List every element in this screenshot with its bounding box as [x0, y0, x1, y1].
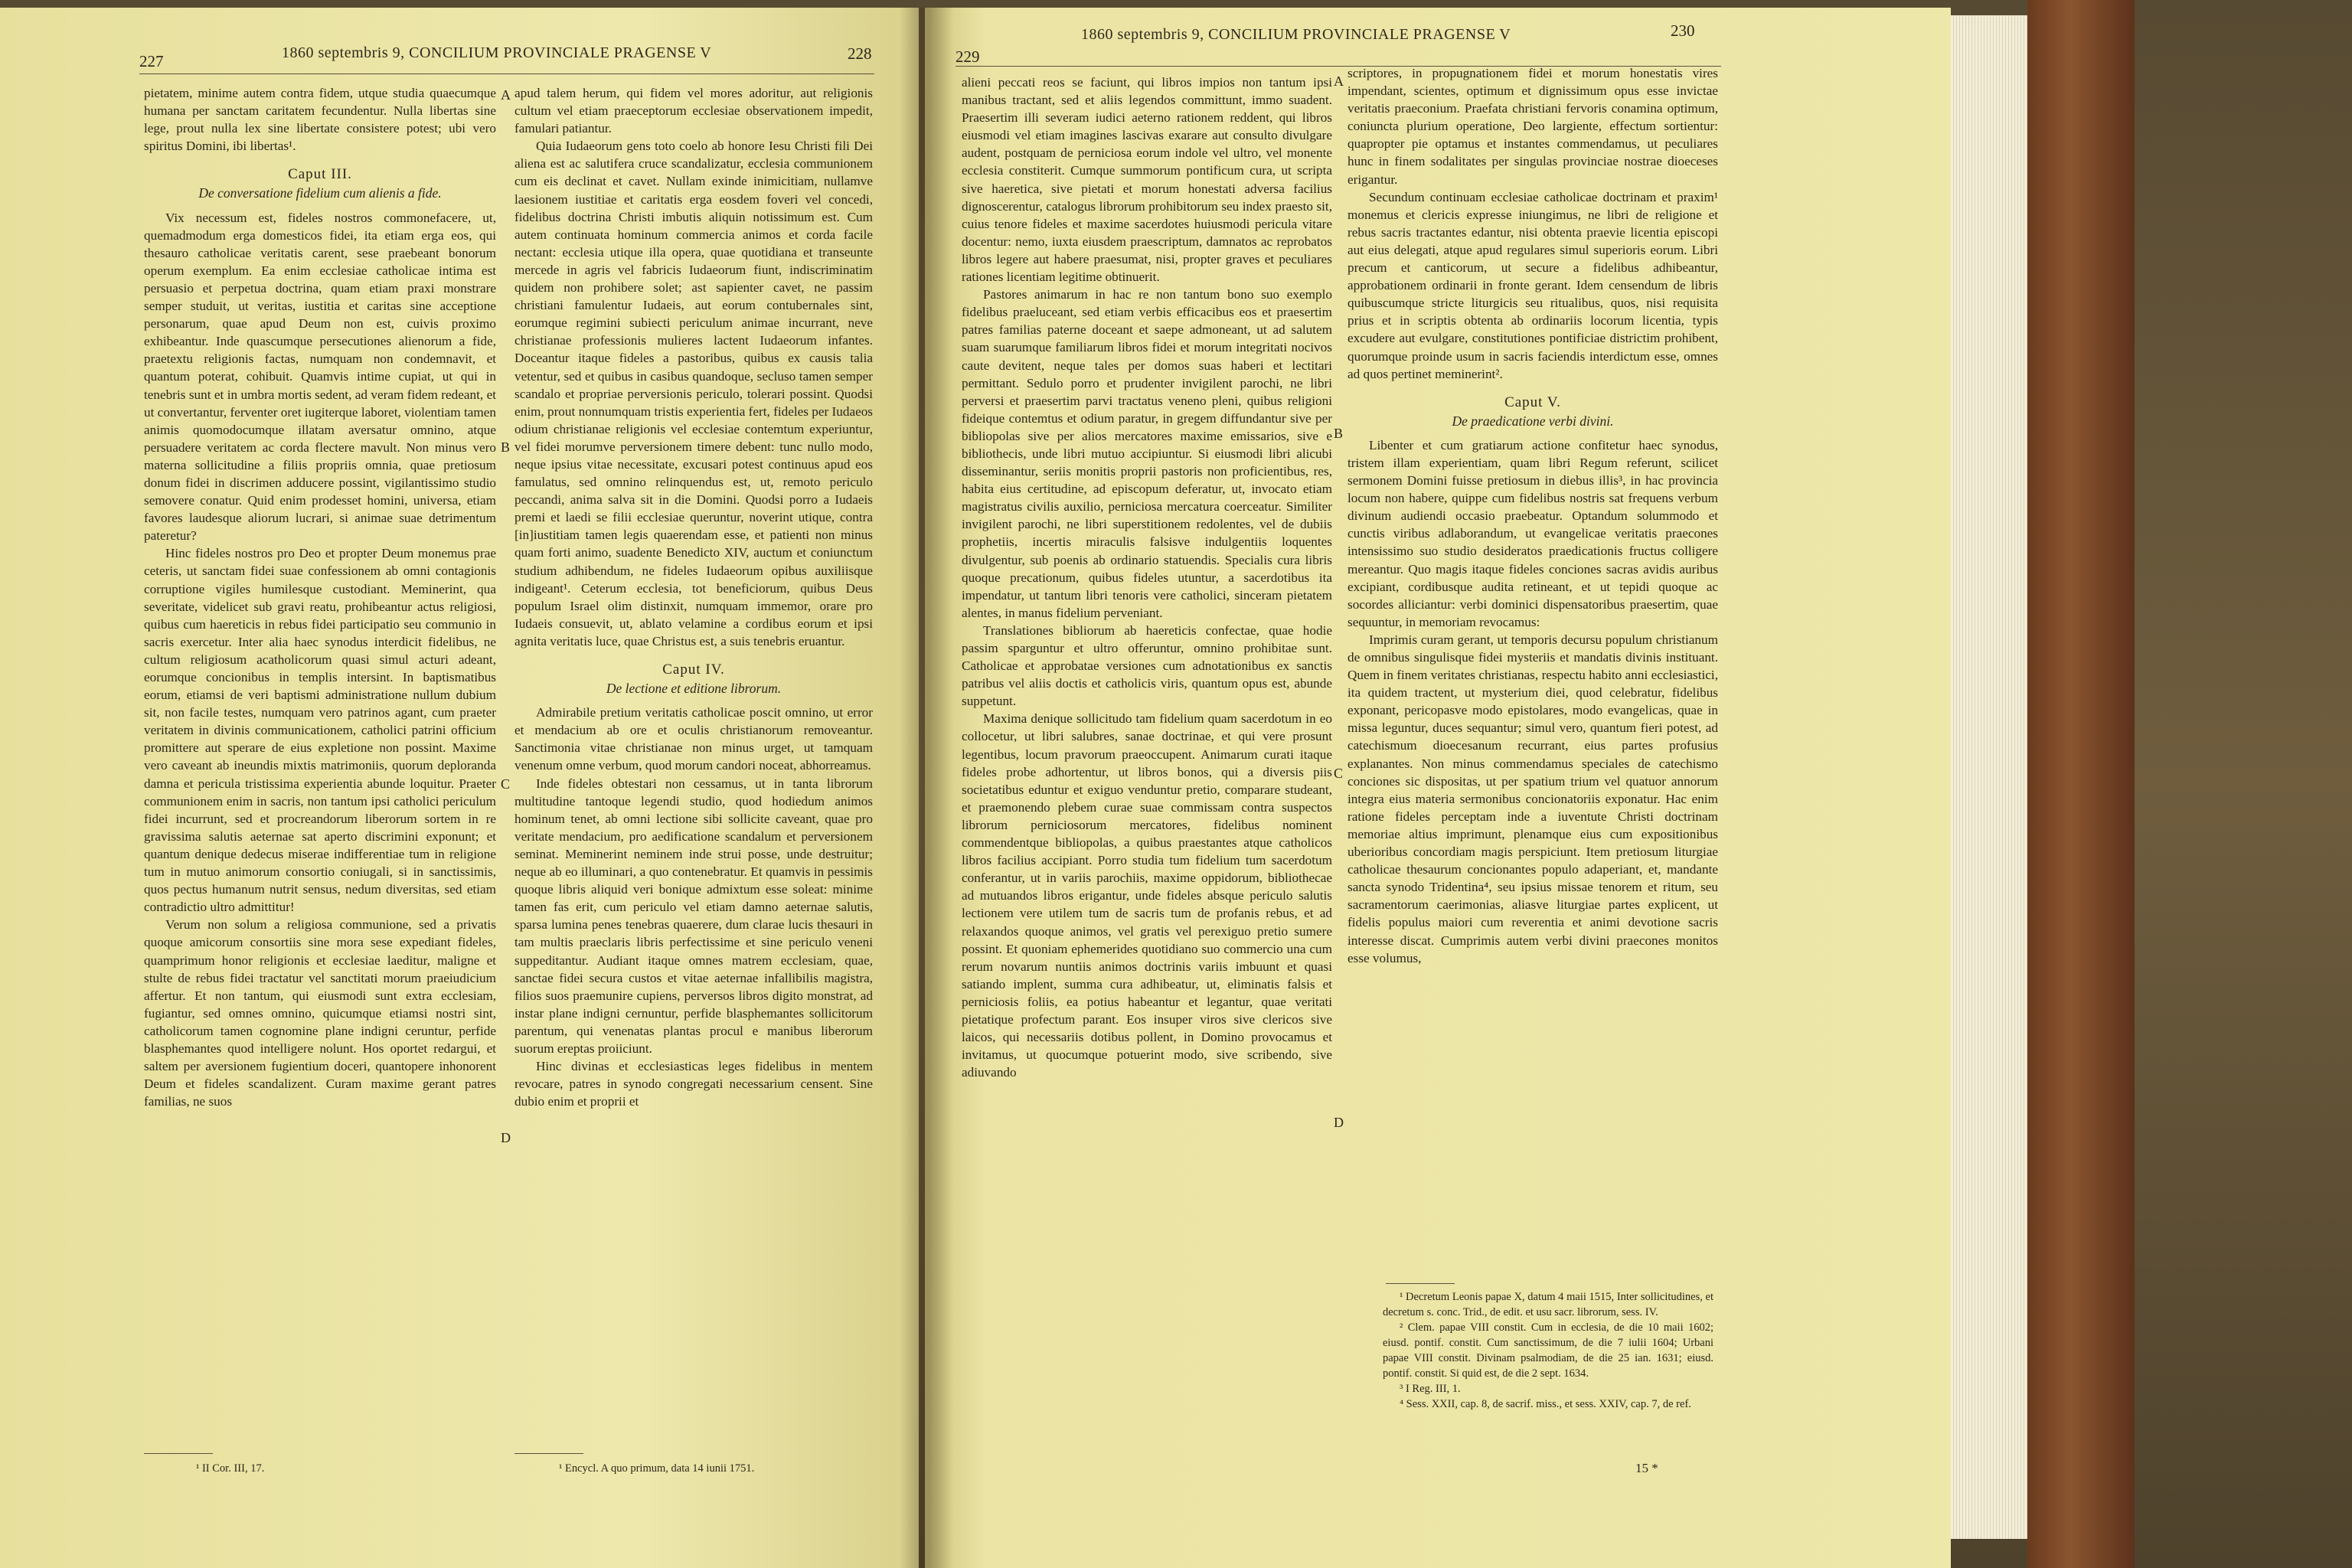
page-number-230: 230	[1671, 21, 1695, 40]
chapter-subheading: De conversatione fidelium cum alienis a fide.	[198, 185, 442, 201]
book-gutter	[900, 8, 953, 1568]
footnote: ² Clem. papae VIII constit. Cum in ecclesia, de die 10 maii 1602; eiusd. pontif. constit. Cum sanctissimum, de die 7 iulii 1604; Urbani papae VIII constit. Divinam psalmodiam, de die 25 ian. 1631; eiusd. pontif. constit. Si quid est, de die 2 sept. 1634.	[1383, 1321, 1713, 1380]
page-number-227: 227	[139, 52, 164, 70]
paragraph: Imprimis curam gerant, ut temporis decursu populum christianum de omnibus singulisque fidei mysteriis et mandatis divinis instituant. Quem in finem veritates christianas, respectu habito anni ecclesiastici, ita quidem tractent, ut mysterium diei, quod celebratur, fidelibus exponant, pericopasve modo epistolares, modo evangelicas, quae in missa leguntur, duces sequantur; simul vero, quantum fieri potest, ad catechismum dioecesanum recurrant, eius partes profusius explanantes. Non minus commendamus speciales de catechismo conciones sic dispositas, ut per spatium trium vel quatuor annorum integra eius materia sermonibus concionatoriis exponatur. Hac enim ratione fideles perceptam inde a iuventute Christi doctrinam memoriae altius imprimunt, plenamque eius cum expositionibus uberioribus concordiam magis perspiciunt. Item pretiosum liturgiae catholicae thesaurum concionantes populo adaperiant, et, mandante sancta synodo Tridentina⁴, seu ipsius missae tenorem et ritum, seu sacramentorum caerimonias, aliasve liturgiae partes explicent, ut fidelis populus maiori cum reverentia et animi devotione sacris interesse discat. Cumprimis autem verbi divini praecones monitos esse volumus,	[1348, 632, 1718, 965]
running-head-left: 1860 septembris 9, CONCILIUM PROVINCIALE PRAGENSE V	[282, 44, 712, 61]
column-4	[1348, 64, 1718, 967]
section-letter: B	[1334, 426, 1344, 441]
paragraph: alieni peccati reos se faciunt, qui libros impios non tantum ipsi manibus tractant, sed et aliis legendos committunt, immo suadent. Praesertim illi severam iudici aeterno rationem reddent, qui libros eiusmodi vel etiam imagines lascivas exarare aut consulto divulgare audent, postquam de perniciosa eorum indole vel ultro, vel monente ecclesia constiterit. Cumque summorum pontificum cura, ut scripta sive haeretica, sive pietati et morum honestati adversa facilius dignoscerentur, catalogus librorum prohibitorum seu index praesto sit, cuius tenore fideles et maxime sacerdotes huiusmodi pericula vitare docentur: nemo, iuxta eiusdem praescriptum, damnatos ac reprobatos libros legere aut habere praesumat, nisi, propter graves et peculiares rationes licentiam legitime obtinuerit.	[962, 75, 1332, 285]
column-3	[962, 74, 1332, 1081]
footnote: ⁴ Sess. XXII, cap. 8, de sacrif. miss., et sess. XXIV, cap. 7, de ref.	[1400, 1398, 1691, 1410]
column-1	[144, 84, 496, 1110]
footnote: ¹ Encycl. A quo primum, data 14 iunii 1751.	[559, 1462, 755, 1475]
chapter-heading: Caput IV.	[662, 662, 725, 678]
column-2	[514, 84, 873, 1110]
paragraph: Inde fideles obtestari non cessamus, ut in tanta librorum multitudine tantoque legendi studio, quod hodiedum animos hominum tenet, ab omni lectione sibi sollicite caveant, quae pro veritate mendacium, pro aedificatione scandalum et perversionem seminat. Meminerint neminem inde strui posse, unde destruitur; neque ab eo illuminari, a quo contenebratur. Et quamvis in pessimis quoque libris aliquid veri bonique admixtum esse soleat: minime tamen fas erit, cum periculo vel etiam damno aeternae salutis, sparsa lumina penes tenebras quaerere, dum clarae lucis thesauri in tam multis praeclaris libris perfectissime et sine periculo veneni suppeditantur. Audiant itaque omnes matrem ecclesiam, quae, sanctae fidei secura custos et vitae aeternae infallibilis magistra, filios suos praemunire cupiens, perversos libros digito monstrat, ad instar plane indigni cernuntur, perfide blasphemantes sollicitorum parentum, qui venenatas plantas procul e manibus liberorum suorum ereptas proiiciunt.	[514, 776, 873, 1056]
footnotes	[1383, 1289, 1713, 1412]
signature-mark: 15 *	[1635, 1461, 1658, 1475]
paragraph: Translationes bibliorum ab haereticis confectae, quae hodie passim sparguntur et ultro offeruntur, omnino prohibitae sunt. Catholicae et approbatae versiones cum adnotationibus ex sanctis patribus vel aliis doctis et catholicis viris, quantum opus est, abunde suppetunt.	[962, 622, 1332, 709]
paragraph: Libenter et cum gratiarum actione confitetur haec synodus, tristem illam experientiam, quam libri Regum referunt, scilicet sermonem Domini fuisse pretiosum in diebus illis³, in hac provincia locum non habere, quippe cum fidelibus nostris sat frequens verbum divinum audiendi occasio praebeatur. Optandum solummodo et cunctis viribus adlaborandum, ut evangelicae veritatis praecones intensissimo suo studio desideratos praedicationis fructus colligere mereantur. Quo magis itaque fideles conciones sacras avidis auribus excipiant, cordibusque audita retineant, et ut tepidi quoque ac socordes alliciantur: verbi dominici dispensatoribus praesertim, quae sequuntur, in memoriam revocamus:	[1348, 437, 1718, 629]
paragraph: apud talem herum, qui fidem vel mores adoritur, aut religionis cultum vel etiam praeceptorum ecclesiae observationem impedit, famulari patiantur.	[514, 86, 873, 136]
section-letter: B	[501, 439, 511, 455]
section-letter: D	[501, 1130, 511, 1145]
paragraph: pietatem, minime autem contra fidem, utque studia quaecumque humana per sanctam caritatem fecundentur. Nulla libertas sine lege, prout nulla lex sine libertate consistere potest; ubi vero spiritus Domini, ibi libertas¹.	[144, 86, 496, 154]
page-number-228: 228	[848, 44, 872, 63]
footnote: ¹ Decretum Leonis papae X, datum 4 maii 1515, Inter sollicitudines, et decretum s. conc. Trid., de edit. et usu sacr. librorum, sess. IV.	[1383, 1291, 1713, 1318]
chapter-subheading: De praedicatione verbi divini.	[1452, 413, 1614, 429]
paragraph: Hinc divinas et ecclesiasticas leges fidelibus in mentem revocare, patres in synodo congregati necessarium censent. Sine dubio enim et proprii et	[514, 1059, 873, 1109]
footnote-rule	[514, 1453, 583, 1454]
section-letter: C	[1334, 766, 1344, 781]
section-letter: C	[501, 776, 511, 792]
footnote: ³ I Reg. III, 1.	[1400, 1383, 1461, 1395]
paragraph: Verum non solum a religiosa communione, sed a privatis quoque amicorum consortiis sine mora sese expediant fideles, quamprimum honor religionis et ecclesiae laeditur, maligne et stulte de rebus fidei tractatur vel sanctitati morum praeiudicium affertur. Et non tantum, qui eiusmodi sunt extra ecclesiam, fugiantur, sed omnes omnino, quicumque etiamsi nostri sint, catholicorum tamen cognomine plane indigni ceruntur, perfide blasphemantes quod intelligere nolunt. Hos oportet redargui, et saltem per aversionem fugientium doceri, quantopere inhonorent Deum et fideles scandalizent. Curam maxime gerant patres familias, ne suos	[144, 917, 496, 1109]
book-cover	[2027, 0, 2135, 1568]
footnote-rule	[144, 1453, 213, 1454]
footnote: ¹ II Cor. III, 17.	[196, 1462, 265, 1475]
chapter-subheading: De lectione et editione librorum.	[606, 681, 782, 697]
section-letter: A	[501, 87, 511, 103]
paragraph: scriptores, in propugnationem fidei et morum honestatis vires impendant, scientes, optimum et dignissimum opus esse invictae veritatis praeconium. Praefata christiani fervoris conamina optimum, coniuncta plurium operatione, Deo largiente, effectum sortientur: quapropter pie optamus et instantes commendamus, ut peculiares hunc in finem sodalitates per singulas provinciae nostrae dioeceses erigantur.	[1348, 66, 1718, 187]
chapter-heading: Caput V.	[1504, 394, 1561, 410]
paragraph: Secundum continuam ecclesiae catholicae doctrinam et praxim¹ monemus et clericis expresse iniungimus, ne libri de religione et rebus sacris tractantes edantur, nisi obtenta praevie licentia episcopi aut eius delegati, atque apud regulares simul superioris eorum. Libri precum et canticorum, ut secure a fidelibus adhibeantur, approbationem ordinarii in fronte gerant. Idem censendum de libris quibuscumque stricte liturgicis seu ritualibus, quos, nisi requisita prius et in scriptis obtenta ab ordinariis locorum licentia, typis excudere aut evulgare, constitutiones pontificiae districtim prohibent, quorumque proinde usum in sacris faciendis interdictum esse, omnes ad quos pertinet meminerint².	[1348, 189, 1718, 381]
footnote-rule	[1386, 1283, 1455, 1284]
paragraph: Pastores animarum in hac re non tantum bono suo exemplo fidelibus praeluceant, sed etiam verbis efficacibus eos et praesertim patres familias paterne doceant et saepe admoneant, ut ad salutem suam suarumque familiarum libros fidei et morum integritati nocivos caute devitent, neque tales per domos suas haberi et lectitari permittant. Sedulo porro et prudenter invigilent parochi, ne libri perversi et praesertim parvi tractatus veneno pleni, quibus religioni fideique contemtus et odium paratur, in gregem diffundantur sive per bibliopolas sive per alios mercatores maxime emissarios, sive e bibliothecis, unde libri mutuo accipiuntur. Si eiusmodi libri alicubi disseminantur, seriis monitis proprii pastoris non proficientibus, res, habita eius certitudine, ad episcopum deferatur, ut, invocato etiam magistratus civilis auxilio, perniciosa mercatura coerceatur. Similiter invigilent parochi, ne libri superstitionem redolentes, vel de dubiis prophetiis, incertis miraculis falsisve indulgentiis loquentes divulgentur, sub poenis ab ordinario statuendis. Specialis cura libris quoque precationum, quibus fideles utuntur, a sacerdotibus ita impendatur, ut tantum libri tenoris vere catholici, sinceram pietatem alentes, in manus fidelium perveniant.	[962, 287, 1332, 620]
page-number-229: 229	[956, 47, 980, 66]
running-head-right: 1860 septembris 9, CONCILIUM PROVINCIALE PRAGENSE V	[1081, 26, 1511, 43]
section-letter: D	[1334, 1115, 1344, 1130]
page-edges	[1951, 15, 2027, 1539]
paragraph: Quia Iudaeorum gens toto coelo ab honore Iesu Christi fili Dei aliena est ac salutifera cruce scandalizatur, ecclesia communionem cum eis declinat et cavet. Nullam exinde inimicitiam, nullamve laesionem iustitiae et caritatis erga eosdem foveri vel concedi, fidelibus doctrina Christi imbutis aliquin notissimum est. Cum autem continuata hominum commercia animos et corda facile nectant: ecclesia utique illa opera, quae quotidiana et transeunte mercede in agris vel fabricis Iudaeorum fiunt, indiscriminatim quidem non prohibere solet; ast sapienter cavet, ne passim christiani famulentur Iudaeis, aut eorum contubernales sint, eorumque regimini subiecti periculum animae incurrant, neve christianae professionis mulieres lactent Iudaeorum infantes. Doceantur itaque fideles a pastoribus, quibus ex causis talia vetentur, sed et quibus in casibus quandoque, secluso tamen semper scandalo et propriae perversionis periculo, tolerari possint. Quodsi enim, prout nonnumquam tristis experientia fert, fideles per Iudaeos odium christianae religionis vel ecclesiae contemtum experiuntur, vel fidei morumve perversionem timere debent: tunc nullo modo, neque ipsius vitae necessitate, excusari potest continuus apud eos famulatus, sed omnino relinquendus est, ut, remoto periculo peccandi, anima salva sit in die Domini. Quodsi porro a Iudaeis premi et laedi se filii ecclesiae queruntur, noverint utique, contra [in]iustitiam tamen legis quaerendam esse, et patienti non minus quam forti animo, suadente Benedicto XIV, auctum et coniunctum studium adhibendum, ne fideles Iudaeorum opibus auxiliisque indigeant¹. Ceterum ecclesia, tot beneficiorum, quibus Deus populum Israel olim distinxit, numquam immemor, orare pro Iudaeis consuevit, ut, ablato velamine a cordibus eorum et ipsi agnita veritatis luce, quae Christus est, a suis tenebris eruantur.	[514, 139, 873, 648]
section-letter: A	[1334, 74, 1344, 89]
paragraph: Vix necessum est, fideles nostros commonefacere, ut, quemadmodum erga domesticos fidei, ita etiam erga eos, qui thesauro catholicae veritatis carent, sese praebeant bonorum operum exemplum. Ea enim ecclesiae catholicae intima est persuasio et perpetua doctrina, quam etiam praxi monstrare semper studuit, ut veritas, iustitia et caritas sine acceptione personarum, quae apud Deum non est, cuivis proximo exhibeantur. Inde quascumque persecutiones alienorum a fide, praetextu religionis factas, numquam non condemnavit, et quantum poterat, cohibuit. Quamvis intime cupiat, ut qui in tenebris sunt et in umbra mortis sedent, ad veram fidem redeant, et ut convertantur, ferventer oret iugiterque laboret, violentiam tamen animis quomodocumque illatam aversatur omnino, atque persuadere veritatem ac corda flectere mavult. Non minus vero materna sollicitudine a filiis propriis omnia, quae pretiosum donum fidei in discrimen adducere possint, vigilantissimo studio semovere conatur. Quid enim prodesset homini, universa, etiam favores laudesque aliorum lucrari, si animae suae detrimentum pateretur?	[144, 210, 496, 544]
chapter-heading: Caput III.	[288, 166, 352, 183]
paragraph: Maxima denique sollicitudo tam fidelium quam sacerdotum in eo collocetur, ut libri salubres, sanae doctrinae, et qui vere prosunt legentibus, locum pravorum praeoccupent. Animarum curati itaque fideles probe adhortentur, ut libros bonos, qui a diversis piis societatibus eduntur et exiguo venduntur pretio, comparare studeant, et praemonendo plebem curae suae commissam contra suspectos librorum perniciosorum mercatores, fidelibus nominent commendentque bibliopolas, a quibus praestantes atque catholicos libros facilius accipiant. Porro studia tum fidelium tum sacerdotum conferantur, ut in variis parochiis, maxime oppidorum, bibliothecae ad mutuandos libros erigantur, unde fideles absque periculo salutis lectionem vere utilem tum de sacris tum de profanis rebus, et ad relaxandos quoque animos, vel gratis vel perexiguo pretio sumere possint. Et quoniam ephemerides quotidiano suo commercio una cum rerum novarum nuntiis animos doctrinis variis imbuunt et quasi satiando implent, summa cura adhibeatur, ut, eliminatis falsis et perniciosis foliis, ea potius habeantur et legantur, quae veritati pietatique profectum parant. Eos insuper viros sive clericos sive laicos, qui necessariis dotibus pollent, in Domino provocamus et invitamus, ut quocumque potuerint modo, sive scribendo, sive adiuvando	[962, 711, 1332, 1080]
paragraph: Hinc fideles nostros pro Deo et propter Deum monemus prae ceteris, ut sanctam fidei suae confessionem ab omni contagionis corruptione vigiles humilesque custodiant. Meminerint, qua severitate, videlicet sub gravi reatu, prohibeantur actus religiosi, quibus cum haereticis in rebus fidei participatio seu communio in sacris exercetur. Inter alia haec synodus interdicit fidelibus, ne cultum religiosum acatholicorum quasi simul acturi adeant, eorumque concionibus in templis intersint. In baptismatibus eorum, etiamsi de veri baptismi administratione nullum dubium sit, non facile testes, numquam vero patrinos agant, cum praeter veritatem in divinis communicationem, catholici patrini officium promittere aut sperare de eius expletione non possint. Maxime vero caveant ab ineundis mixtis matrimoniis, quorum deploranda damna et pericula tristissima experientia abunde loquitur. Praeter communionem enim in sacris, non tantum ipsi catholici periculum fidei incurrunt, sed et procreandorum liberorum sortem in re gravissima salutis aeternae sat aperto discrimini exponunt; et quantum denique dedecus miserae indifferentiae tum in religione tum in mutuo animorum consortio coniugali, si in sanctissimis, quos pectus humanum nutrit sensus, nedum diversitas, sed etiam contradictio ultro admittitur!	[144, 546, 496, 915]
paragraph: Admirabile pretium veritatis catholicae poscit omnino, ut error et mendacium ab ore et oculis christianorum removeantur. Sanctimonia vitae christianae non minus urget, ut tamquam venenum omne verbum, quod morum candori noceat, abhorreamus.	[514, 705, 873, 773]
